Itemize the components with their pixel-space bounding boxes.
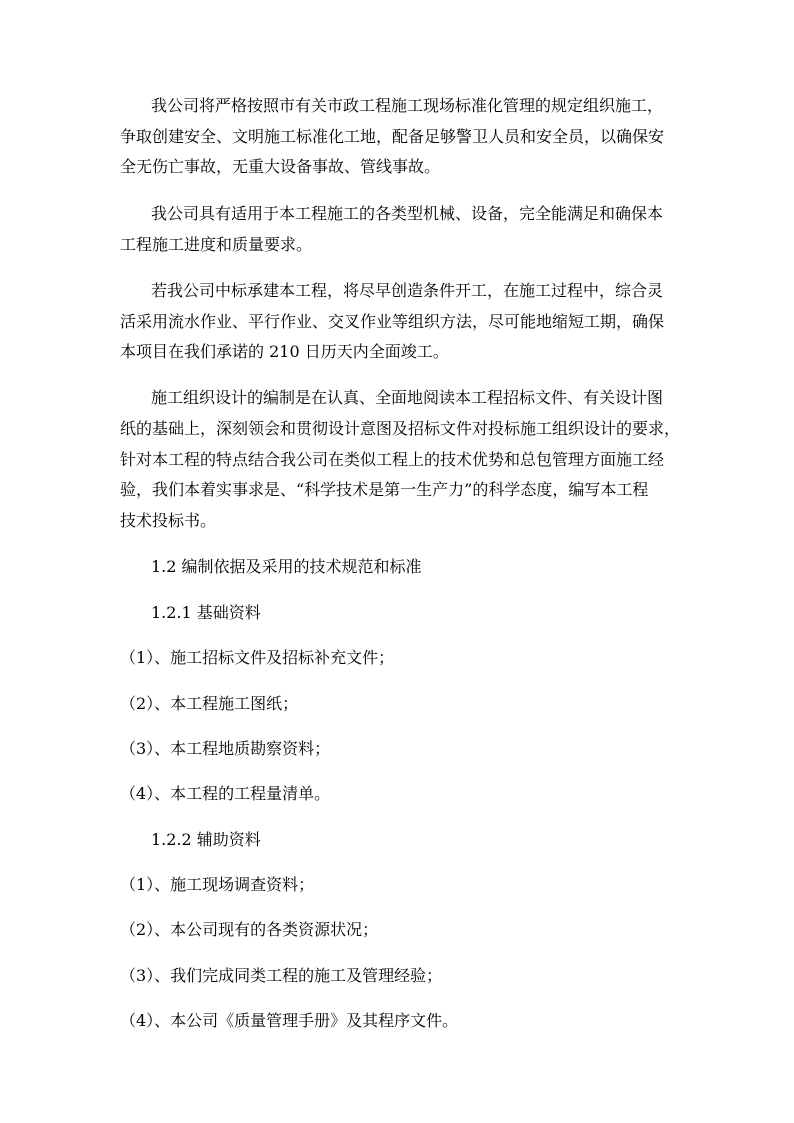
text-line: 若我公司中标承建本工程，将尽早创造条件开工，在施工过程中，综合灵 — [151, 281, 664, 300]
text-line: 争取创建安全、文明施工标准化工地，配备足够警卫人员和安全员，以确保安 — [120, 127, 665, 146]
text-line: 施工组织设计的编制是在认真、全面地阅读本工程招标文件、有关设计图 — [151, 388, 664, 407]
list-item: （2）、本工程施工图纸； — [120, 694, 299, 713]
list-item: （1）、施工现场调查资料； — [120, 875, 315, 894]
text-line: 针对本工程的特点结合我公司在类似工程上的技术优势和总包管理方面施工经 — [120, 450, 665, 469]
section-heading-1-2-1: 1.2.1 基础资料 — [151, 603, 261, 622]
text-line: 我公司将严格按照市有关市政工程施工现场标准化管理的规定组织施工， — [151, 96, 664, 115]
section-heading-1-2-2: 1.2.2 辅助资料 — [151, 830, 261, 849]
text-line: 本项目在我们承诺的 210 日历天内全面竣工。 — [120, 342, 449, 361]
text-line: 活采用流水作业、平行作业、交叉作业等组织方法，尽可能地缩短工期，确保 — [120, 312, 665, 331]
list-item: （1）、施工招标文件及招标补充文件； — [120, 648, 395, 667]
list-item: （3）、我们完成同类工程的施工及管理经验； — [120, 966, 443, 985]
text-line: 我公司具有适用于本工程施工的各类型机械、设备，完全能满足和确保本 — [151, 204, 664, 223]
text-line: 全无伤亡事故，无重大设备事故、管线事故。 — [120, 157, 441, 176]
text-line: 工程施工进度和质量要求。 — [120, 235, 313, 254]
list-item: （2）、本公司现有的各类资源状况； — [120, 920, 379, 939]
text-line: 技术投标书。 — [120, 511, 217, 530]
list-item: （4）、本公司《质量管理手册》及其程序文件。 — [120, 1011, 459, 1030]
list-item: （4）、本工程的工程量清单。 — [120, 784, 331, 803]
list-item: （3）、本工程地质勘察资料； — [120, 739, 331, 758]
text-line: 纸的基础上，深刻领会和贯彻设计意图及招标文件对投标施工组织设计的要求， — [120, 419, 681, 438]
section-heading-1-2: 1.2 编制依据及采用的技术规范和标准 — [151, 557, 422, 576]
text-line: 验，我们本着实事求是、“科学技术是第一生产力”的科学态度，编写本工程 — [120, 480, 649, 499]
